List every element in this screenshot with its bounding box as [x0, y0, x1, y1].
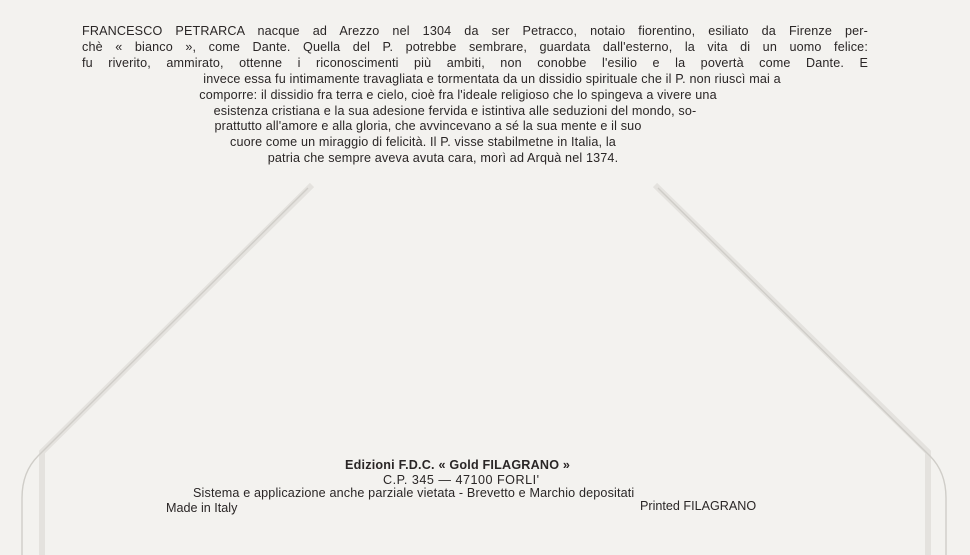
biography-line: fu riverito, ammirato, ottenne i riconoscimenti più ambiti, non conobbe l'esilio e la povertà come Dante. E — [82, 55, 868, 70]
country-of-origin: Made in Italy — [166, 501, 238, 515]
biography-line: patria che sempre aveva avuta cara, morì ad Arquà nel 1374. — [267, 151, 619, 166]
biography-line: cuore come un miraggio di felicità. Il P. visse stabilmetne in Italia, la — [230, 135, 616, 150]
biography-line: prattutto all'amore e alla gloria, che avvincevano a sé la sua mente e il suo — [214, 119, 642, 134]
biography-line: chè « bianco », come Dante. Quella del P. potrebbe sembrare, guardata dall'esterno, la vita di un uomo felice: — [82, 39, 868, 54]
publisher-name: Edizioni F.D.C. « Gold FILAGRANO » — [345, 458, 571, 472]
biography-line: invece essa fu intimamente travagliata e tormentata da un dissidio spirituale che il P. non riuscì mai a — [203, 71, 781, 86]
biography-line: esistenza cristiana e la sua adesione fervida e istintiva alle seduzioni del mondo, so- — [213, 103, 697, 118]
biography-line: comporre: il dissidio fra terra e cielo, cioè fra l'ideale religioso che lo spingeva a vivere una — [199, 87, 717, 102]
publisher-address: C.P. 345 — 47100 FORLI' — [383, 473, 540, 487]
biography-text — [82, 24, 868, 167]
biography-line: FRANCESCO PETRARCA nacque ad Arezzo nel 1304 da ser Petracco, notaio fiorentino, esiliato da Firenze per- — [82, 24, 868, 38]
printer-credit: Printed FILAGRANO — [640, 499, 757, 513]
rights-notice: Sistema e applicazione anche parziale vietata - Brevetto e Marchio depositati — [193, 486, 635, 500]
